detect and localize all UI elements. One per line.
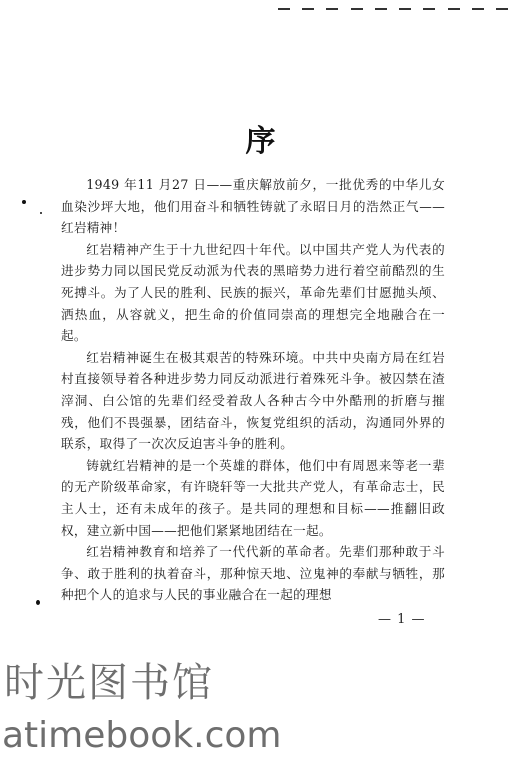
paragraph: 红岩精神诞生在极其艰苦的特殊环境。中共中央南方局在红岩村直接领导着各种进步势力同反动派进行着殊死斗争。被囚禁在渣滓洞、白公馆的先辈们经受着敌人各种古今中外酷刑的折磨与摧残，他们不畏强暴，团结奋斗，恢复党组织的活动，沟通同外界的联系，取得了一次次反迫害斗争的胜利。 — [61, 349, 445, 452]
top-border-dashes — [278, 4, 508, 14]
page-title: 序 — [245, 124, 278, 160]
watermark-url: atimebook.com — [2, 715, 282, 756]
scan-speck — [36, 600, 40, 605]
paragraph: 红岩精神产生于十九世纪四十年代。以中国共产党人为代表的进步势力同以国民党反动派为代表的黑暗势力进行着空前酷烈的生死搏斗。为了人民的胜利、民族的振兴，革命先辈们甘愿抛头颅、洒热血，从容就义，把生命的价值同崇高的理想完全地融合在一起。 — [61, 241, 445, 344]
scan-speck — [40, 212, 42, 214]
paragraph: 红岩精神教育和培养了一代代新的革命者。先辈们那种敢于斗争、敢于胜利的执着奋斗，那种惊天地、泣鬼神的奉献与牺牲，那种把个人的追求与人民的事业融合在一起的理想 — [61, 544, 445, 603]
page-number: — 1 — — [378, 612, 426, 627]
body-text — [61, 174, 445, 606]
paragraph: 铸就红岩精神的是一个英雄的群体，他们中有周恩来等老一辈的无产阶级革命家，有许晓轩等一大批共产党人，有革命志士，民主人士，还有未成年的孩子。是共同的理想和目标——推翻旧政权，建立新中国——把他们紧紧地团结在一起。 — [61, 457, 445, 538]
scan-speck — [22, 200, 26, 204]
watermark-chinese: 时光图书馆 — [4, 660, 214, 706]
paragraph: 1949 年11 月27 日——重庆解放前夕，一批优秀的中华儿女血染沙坪大地，他们用奋斗和牺牲铸就了永昭日月的浩然正气——红岩精神！ — [61, 177, 445, 236]
